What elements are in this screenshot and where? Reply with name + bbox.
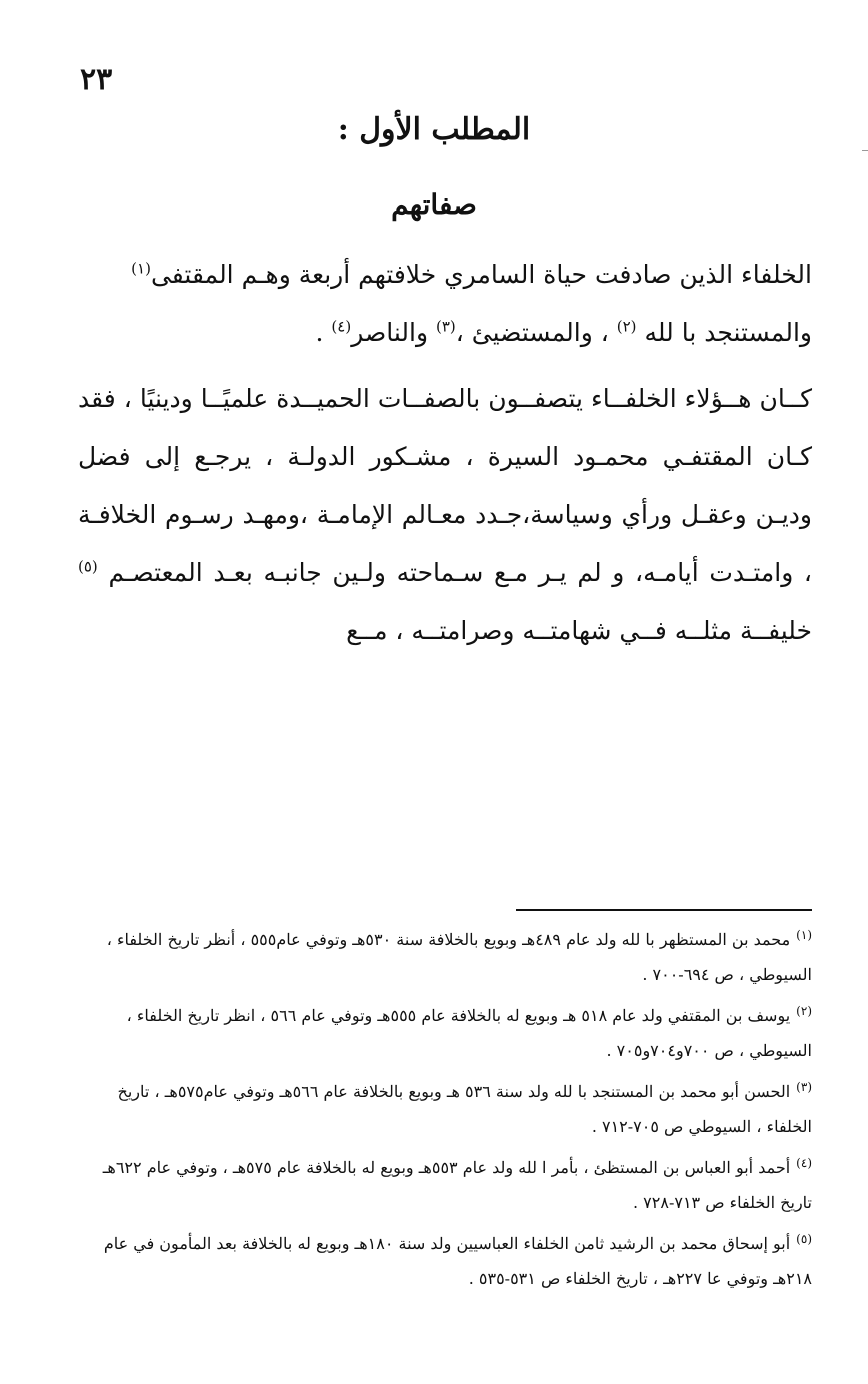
page-number: ٢٣ bbox=[80, 62, 113, 97]
paragraph-text: والناصر bbox=[351, 318, 429, 347]
footnote-ref[interactable]: (٣) bbox=[435, 317, 456, 336]
footnote-ref[interactable]: (٤) bbox=[331, 317, 352, 336]
footnote-ref[interactable]: (٥) bbox=[78, 557, 98, 576]
footnote-mark: (٥) bbox=[796, 1231, 812, 1246]
footnote-text: يوسف بن المقتفي ولد عام ٥١٨ هـ وبويع له بالخلافة عام ٥٥٥هـ وتوفي عام ٥٦٦ ، انظر تاريخ الخلفاء ، السيوطي ، ص ٧٠٠و٧٠٤و٧٠٥ . bbox=[126, 1006, 812, 1060]
paragraph-text: الخلفاء الذين صادفت حياة السامري خلافتهم أربعة وهـم المقتفى bbox=[150, 260, 812, 289]
paragraph-qualities bbox=[78, 370, 812, 660]
footnote-item bbox=[78, 998, 812, 1068]
section-heading: المطلب الأول : bbox=[337, 112, 531, 147]
footnotes bbox=[78, 922, 812, 1302]
footnote-mark: (١) bbox=[796, 927, 812, 942]
footnote-item bbox=[78, 922, 812, 992]
footnote-text: الحسن أبو محمد بن المستنجد با لله ولد سنة ٥٣٦ هـ وبويع بالخلافة عام ٥٦٦هـ وتوفي عام٥٧٥هـ ، تاريخ الخلفاء ، السيوطي ص ٧٠٥-٧١٢ . bbox=[117, 1082, 812, 1136]
paragraph-caliphs bbox=[78, 246, 812, 362]
footnote-item bbox=[78, 1226, 812, 1296]
footnote-text: محمد بن المستظهر با لله ولد عام ٤٨٩هـ وبويع بالخلافة سنة ٥٣٠هـ وتوفي عام٥٥٥ ، أنظر تاريخ الخلفاء ، السيوطي ، ص ٦٩٤-٧٠٠ . bbox=[106, 930, 812, 984]
paragraph-text: والمستنجد با لله bbox=[644, 318, 812, 347]
footnote-separator bbox=[516, 909, 812, 911]
footnote-text: أبو إسحاق محمد بن الرشيد ثامن الخلفاء العباسيين ولد سنة ١٨٠هـ وبويع له بالخلافة بعد المأمون في عام ٢١٨هـ وتوفي عا ٢٢٧هـ ، تاريخ الخلفاء ص ٥٣١-٥٣٥ . bbox=[103, 1234, 812, 1288]
footnote-mark: (٣) bbox=[796, 1079, 812, 1094]
footnote-mark: (٢) bbox=[796, 1003, 812, 1018]
paragraph-line bbox=[78, 246, 812, 304]
footnote-item bbox=[78, 1150, 812, 1220]
paragraph-line bbox=[78, 304, 812, 362]
paragraph-text: خليفــة مثلــه فــي شهامتــه وصرامتــه ، مــع bbox=[346, 616, 812, 645]
paragraph-text: كــان هــؤلاء الخلفــاء يتصفــون بالصفــات الحميــدة علميًــا ودينيًا ، فقد كـان المقتفـي محمـود السيرة ، مشـكور الدولـة ، يرجـع إلى فضل وديـن وعقـل ورأي وسياسة،جـدد معـالم الإمامـة ،ومهـد رسـوم الخلافـة ، وامتـدت أيامـه، و لم يـر مـع سـماحته ولـين جانبـه بعـد المعتصـم bbox=[78, 384, 812, 587]
footnote-item bbox=[78, 1074, 812, 1144]
paragraph-text: . bbox=[315, 318, 324, 347]
footnote-ref[interactable]: (١) bbox=[131, 259, 151, 278]
page-edge-mark bbox=[862, 150, 868, 151]
paragraph-text: ، والمستضيئ ، bbox=[455, 318, 609, 347]
footnote-ref[interactable]: (٢) bbox=[616, 317, 637, 336]
subsection-heading: صفاتهم bbox=[391, 188, 477, 221]
footnote-mark: (٤) bbox=[796, 1155, 812, 1170]
footnote-text: أحمد أبو العباس بن المستظئ ، بأمر ا لله ولد عام ٥٥٣هـ وبويع له بالخلافة عام ٥٧٥هـ ، وتوفي عام ٦٢٢هـ تاريخ الخلفاء ص ٧١٣-٧٢٨ . bbox=[102, 1158, 812, 1212]
